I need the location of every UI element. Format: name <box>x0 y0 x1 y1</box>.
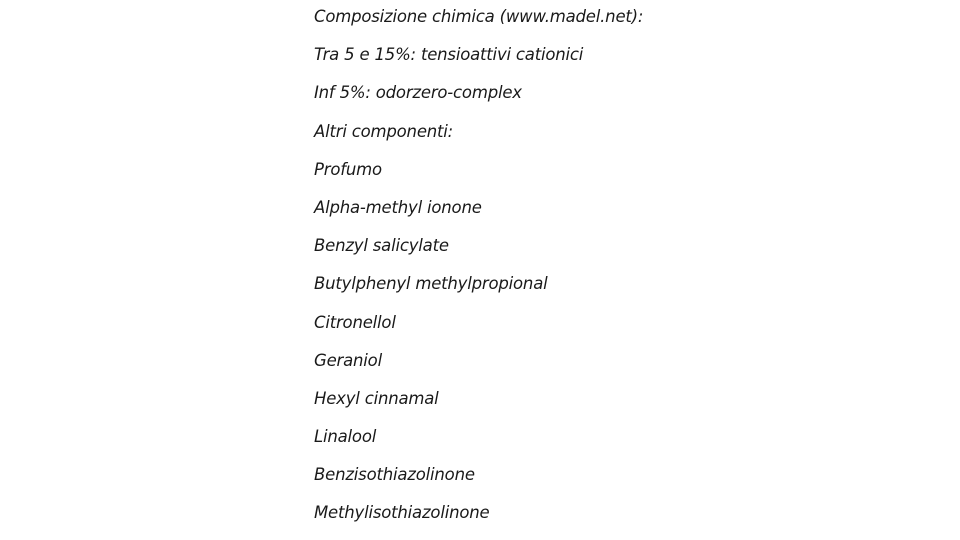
ingredient-line-methylisothiazolinone: Methylisothiazolinone <box>314 503 490 523</box>
ingredient-line-alpha-methyl-ionone: Alpha-methyl ionone <box>314 197 482 217</box>
composition-heading: Composizione chimica (www.madel.net): <box>314 7 644 26</box>
other-components-heading: Altri componenti: <box>314 121 454 141</box>
ingredient-line-citronellol: Citronellol <box>314 312 396 332</box>
composition-text-block <box>314 3 643 538</box>
ingredient-line-profumo: Profumo <box>314 159 382 179</box>
ingredient-line-odorzero-complex: Inf 5%: odorzero-complex <box>314 83 522 103</box>
ingredient-line-benzyl-salicylate: Benzyl salicylate <box>314 236 449 256</box>
ingredient-line-geraniol: Geraniol <box>314 350 382 370</box>
ingredient-line-hexyl-cinnamal: Hexyl cinnamal <box>314 388 439 408</box>
ingredient-line-butylphenyl-methylpropional: Butylphenyl methylpropional <box>314 274 548 294</box>
ingredient-line-linalool: Linalool <box>314 427 377 447</box>
ingredient-line-benzisothiazolinone: Benzisothiazolinone <box>314 465 475 485</box>
ingredient-line-cationic-surfactants: Tra 5 e 15%: tensioattivi cationici <box>314 45 584 65</box>
